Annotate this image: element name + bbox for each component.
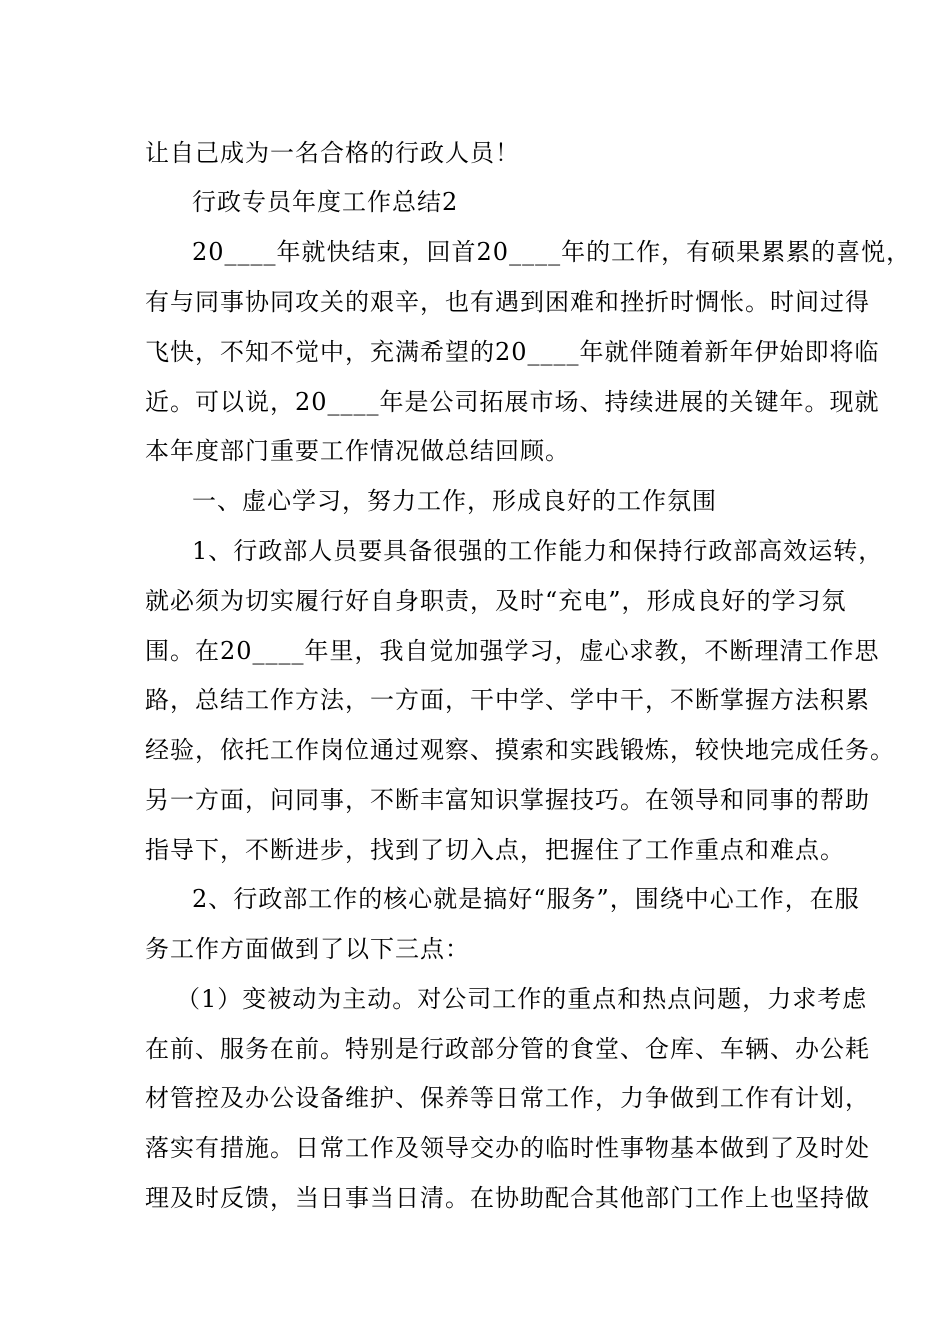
text-line: 另一方面，问同事，不断丰富知识掌握技巧。在领导和同事的帮助: [145, 786, 870, 814]
text-line: 路，总结工作方法，一方面，干中学、学中干，不断掌握方法积累: [145, 686, 870, 714]
text-line: 2、行政部工作的核心就是搞好“服务”，围绕中心工作，在服: [192, 885, 860, 913]
text-line: 1、行政部人员要具备很强的工作能力和保持行政部高效运转，: [192, 537, 884, 565]
text-line: 近。可以说，20____年是公司拓展市场、持续进展的关键年。现就: [145, 388, 880, 416]
text-line: 材管控及办公设备维护、保养等日常工作，力争做到工作有计划，: [145, 1084, 870, 1112]
text-line: 指导下，不断进步，找到了切入点，把握住了工作重点和难点。: [145, 836, 845, 864]
text-line: 让自己成为一名合格的行政人员！: [145, 139, 520, 167]
text-line: 就必须为切实履行好自身职责，及时“充电”，形成良好的学习氛: [145, 587, 847, 615]
section-heading: 行政专员年度工作总结2: [192, 188, 459, 216]
text-line: （1）变被动为主动。对公司工作的重点和热点问题，力求考虑: [176, 985, 868, 1013]
text-line: 理及时反馈，当日事当日清。在协助配合其他部门工作上也坚持做: [145, 1184, 870, 1212]
text-line: 在前、服务在前。特别是行政部分管的食堂、仓库、车辆、办公耗: [145, 1035, 870, 1063]
text-line: 飞快，不知不觉中，充满希望的20____年就伴随着新年伊始即将临: [145, 338, 880, 366]
text-line: 20____年就快结束，回首20____年的工作，有硕果累累的喜悦，: [192, 238, 912, 266]
text-line: 本年度部门重要工作情况做总结回顾。: [145, 437, 570, 465]
text-line: 落实有措施。日常工作及领导交办的临时性事物基本做到了及时处: [145, 1134, 870, 1162]
text-line: 围。在20____年里，我自觉加强学习，虚心求教，不断理清工作思: [145, 637, 880, 665]
text-line: 经验，依托工作岗位通过观察、摸索和实践锻炼，较快地完成任务。: [145, 736, 895, 764]
text-line: 务工作方面做到了以下三点：: [145, 935, 470, 963]
text-line: 有与同事协同攻关的艰辛，也有遇到困难和挫折时惆怅。时间过得: [145, 288, 870, 316]
section-heading: 一、虚心学习，努力工作，形成良好的工作氛围: [192, 487, 717, 515]
